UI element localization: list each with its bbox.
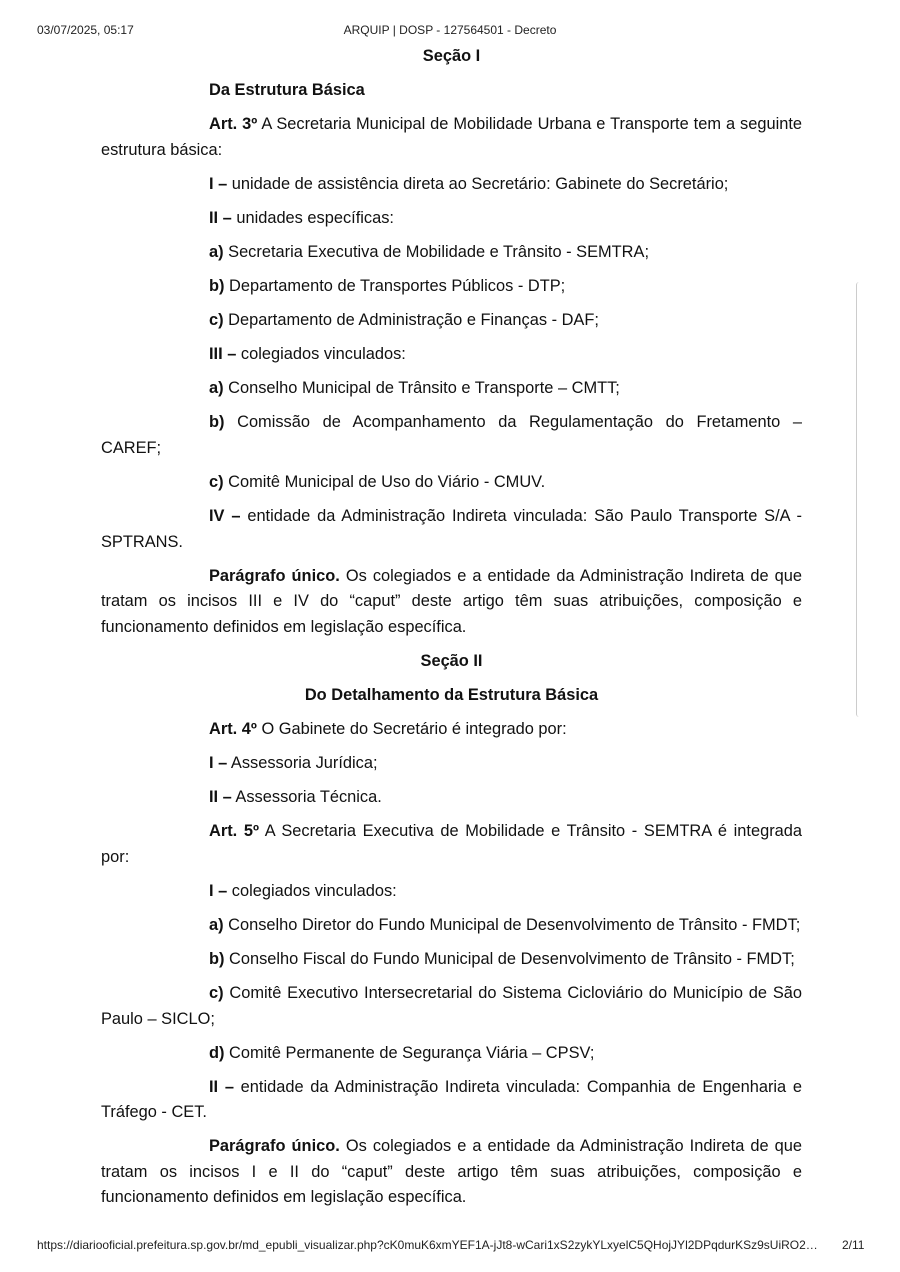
item-label: b) (209, 413, 225, 432)
list-item (101, 274, 802, 300)
item-text: Secretaria Executiva de Mobilidade e Trânsito - SEMTRA; (223, 242, 650, 261)
print-title: ARQUIP | DOSP - 127564501 - Decreto (343, 23, 557, 37)
paragraph-unique (101, 1134, 802, 1211)
item-text: Conselho Diretor do Fundo Municipal de Desenvolvimento de Trânsito - FMDT; (223, 915, 801, 934)
list-item (101, 410, 802, 461)
item-text: Comitê Permanente de Segurança Viária – CPSV; (224, 1043, 595, 1062)
item-text: Conselho Fiscal do Fundo Municipal de Desenvolvimento de Trânsito - FMDT; (224, 950, 795, 969)
article-label: Art. 5º (209, 822, 259, 841)
list-item (101, 206, 802, 232)
print-datetime: 03/07/2025, 05:17 (37, 23, 134, 37)
item-text: Departamento de Transportes Públicos - DTP; (224, 277, 566, 296)
item-label: IV – (209, 507, 241, 526)
list-item (101, 879, 802, 905)
item-label: II – (209, 1077, 234, 1096)
list-item (101, 376, 802, 402)
item-text: unidade de assistência direta ao Secretário: Gabinete do Secretário; (227, 174, 729, 193)
item-text: colegiados vinculados: (236, 345, 406, 364)
item-label: II – (209, 788, 232, 807)
list-item (101, 913, 802, 939)
item-text: Assessoria Técnica. (231, 788, 382, 807)
list-item (101, 947, 802, 973)
section-title: Da Estrutura Básica (209, 81, 365, 100)
paragraph-label: Parágrafo único. (209, 1137, 340, 1156)
list-item (101, 308, 802, 334)
section-heading: Seção II (420, 651, 483, 670)
document-body (101, 44, 802, 1211)
item-text: unidades específicas: (231, 208, 394, 227)
item-label: c) (209, 311, 224, 330)
list-item (101, 240, 802, 266)
paragraph-unique (101, 564, 802, 641)
item-text: colegiados vinculados: (227, 881, 397, 900)
item-label: c) (209, 984, 224, 1003)
item-text: Assessoria Jurídica; (227, 754, 378, 773)
item-text: Comissão de Acompanhamento da Regulamentação do Fretamento – CAREF; (101, 413, 802, 457)
article-text: A Secretaria Executiva de Mobilidade e Trânsito - SEMTRA é integrada por: (101, 822, 803, 866)
item-label: c) (209, 473, 224, 492)
list-item (101, 470, 802, 496)
item-text: Conselho Municipal de Trânsito e Transporte – CMTT; (223, 379, 620, 398)
item-text: Comitê Municipal de Uso do Viário - CMUV. (223, 473, 546, 492)
article (101, 717, 802, 743)
article-label: Art. 4º (209, 720, 257, 738)
list-item (101, 1041, 802, 1067)
item-label: I – (209, 174, 228, 193)
article (101, 112, 802, 163)
paragraph-text: Os colegiados e a entidade da Administração Indireta de que tratam os incisos I e II do “caput” deste artigo têm suas atribuições, composição e funcionamento definidos em legislação específica. (101, 1137, 802, 1207)
section-heading: Seção I (422, 47, 481, 65)
item-text: Departamento de Administração e Finanças - DAF; (223, 311, 599, 330)
item-label: b) (209, 950, 225, 969)
list-item (101, 504, 802, 555)
scroll-indicator (856, 282, 861, 717)
item-label: d) (209, 1043, 225, 1062)
article-label: Art. 3º (209, 115, 258, 134)
item-label: b) (209, 277, 225, 296)
list-item (101, 751, 802, 777)
article-text: O Gabinete do Secretário é integrado por: (256, 720, 567, 738)
list-item (101, 981, 802, 1032)
item-label: II – (209, 208, 232, 227)
item-label: I – (209, 881, 228, 900)
article (101, 819, 802, 870)
item-label: III – (209, 345, 237, 364)
page-number: 2/11 (842, 1238, 865, 1252)
item-label: a) (209, 915, 224, 934)
item-label: a) (209, 242, 224, 261)
item-text: entidade da Administração Indireta vinculada: São Paulo Transporte S/A - SPTRANS. (101, 507, 802, 551)
item-text: entidade da Administração Indireta vinculada: Companhia de Engenharia e Tráfego - CET. (101, 1077, 802, 1122)
list-item (101, 1075, 802, 1126)
paragraph-text: Os colegiados e a entidade da Administração Indireta de que tratam os incisos III e IV do “caput” deste artigo têm suas atribuições, composição e funcionamento definidos em legislação específica. (101, 566, 802, 636)
list-item (101, 172, 802, 198)
section-title: Do Detalhamento da Estrutura Básica (304, 685, 599, 704)
list-item (101, 785, 802, 811)
list-item (101, 342, 802, 368)
source-url: https://diariooficial.prefeitura.sp.gov.br/md_epubli_visualizar.php?cK0muK6xmYEF1A-jJt8-wCari1xS2zykYLxyelC5QHojJYl2DPqdurKSz9sUiRO2… (37, 1238, 818, 1252)
item-label: I – (209, 754, 228, 773)
item-label: a) (209, 379, 224, 398)
paragraph-label: Parágrafo único. (209, 566, 340, 585)
article-text: A Secretaria Municipal de Mobilidade Urbana e Transporte tem a seguinte estrutura básica: (101, 115, 802, 159)
item-text: Comitê Executivo Intersecretarial do Sistema Cicloviário do Município de São Paulo – SICLO; (101, 984, 802, 1028)
